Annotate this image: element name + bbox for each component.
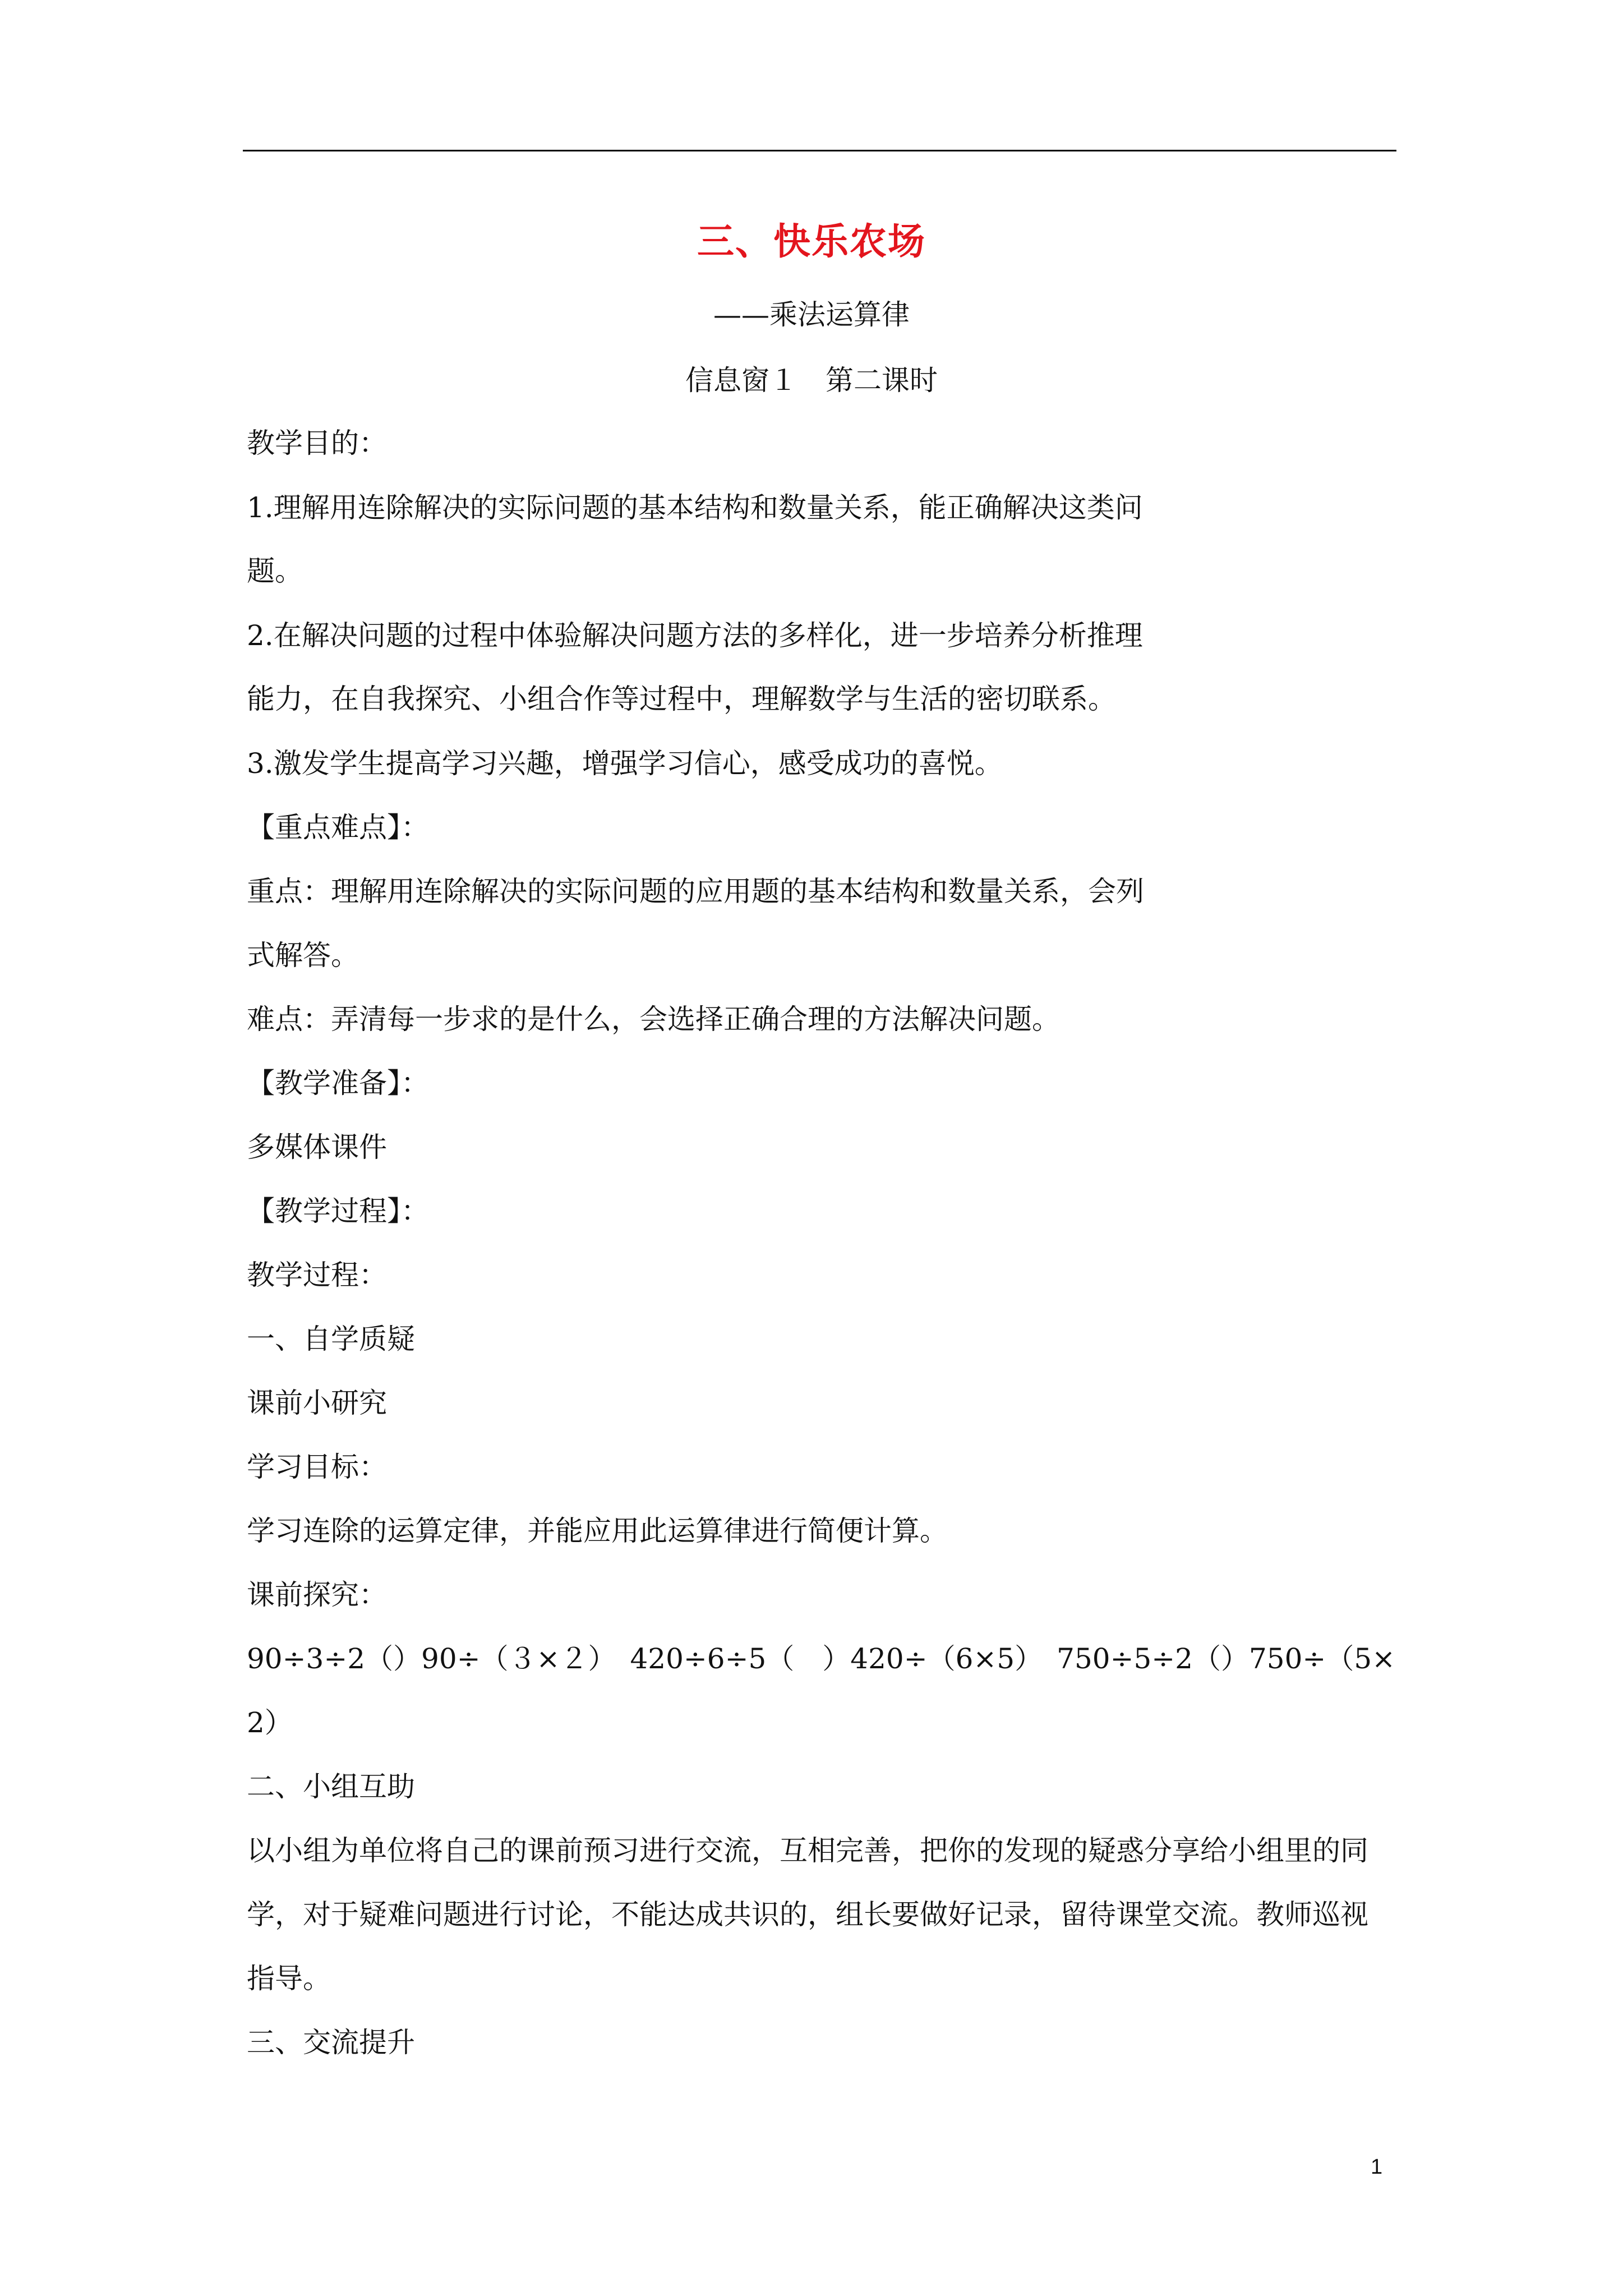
group-help-line-3: 指导。 <box>247 1962 331 1995</box>
pre-class-exploration: 课前探究： <box>247 1579 387 1611</box>
goal-1-line-2: 题。 <box>247 555 303 587</box>
heading-key-points: 【重点难点】： <box>247 811 429 844</box>
heading-teaching-process: 【教学过程】： <box>247 1195 429 1227</box>
difficult-point: 难点：弄清每一步求的是什么，会选择正确合理的方法解决问题。 <box>247 1003 1060 1036</box>
group-help-line-1: 以小组为单位将自己的课前预习进行交流，互相完善，把你的发现的疑惑分享给小组里的同 <box>247 1834 1368 1867</box>
document-subtitle: ——乘法运算律 <box>713 298 910 331</box>
exercise-line-1: 90÷3÷2（）90÷（３×２） 420÷6÷5（ ）420÷（6×5） 750÷5÷2（）750÷（5× <box>247 1642 1396 1675</box>
section-exchange: 三、交流提升 <box>247 2026 415 2059</box>
key-point-line-2: 式解答。 <box>247 939 359 972</box>
learning-goal-label: 学习目标： <box>247 1451 387 1483</box>
key-point-line-1: 重点：理解用连除解决的实际问题的应用题的基本结构和数量关系，会列 <box>247 875 1144 908</box>
learning-goal-text: 学习连除的运算定律，并能应用此运算律进行简便计算。 <box>247 1515 948 1547</box>
section-self-study: 一、自学质疑 <box>247 1323 415 1355</box>
goal-1-line-1: 1.理解用连除解决的实际问题的基本结构和数量关系，能正确解决这类问 <box>247 491 1143 524</box>
goal-3: 3.激发学生提高学习兴趣，增强学习信心，感受成功的喜悦。 <box>247 747 1003 780</box>
page-number: 1 <box>1371 2155 1383 2179</box>
section-group-help: 二、小组互助 <box>247 1770 415 1803</box>
preparation-item: 多媒体课件 <box>247 1131 387 1163</box>
goal-2-line-1: 2.在解决问题的过程中体验解决问题方法的多样化，进一步培养分析推理 <box>247 619 1143 652</box>
lesson-info: 信息窗１ 第二课时 <box>685 364 938 397</box>
document-title: 三、快乐农场 <box>697 219 926 263</box>
heading-preparation: 【教学准备】： <box>247 1067 429 1099</box>
pre-class-study: 课前小研究 <box>247 1387 387 1419</box>
header-rule <box>243 150 1396 151</box>
teaching-process-label: 教学过程： <box>247 1259 387 1291</box>
group-help-line-2: 学，对于疑难问题进行讨论，不能达成共识的，组长要做好记录，留待课堂交流。教师巡视 <box>247 1898 1368 1931</box>
goal-2-line-2: 能力，在自我探究、小组合作等过程中，理解数学与生活的密切联系。 <box>247 683 1116 715</box>
heading-teaching-goals: 教学目的： <box>247 427 387 459</box>
exercise-line-2: 2） <box>247 1706 293 1739</box>
